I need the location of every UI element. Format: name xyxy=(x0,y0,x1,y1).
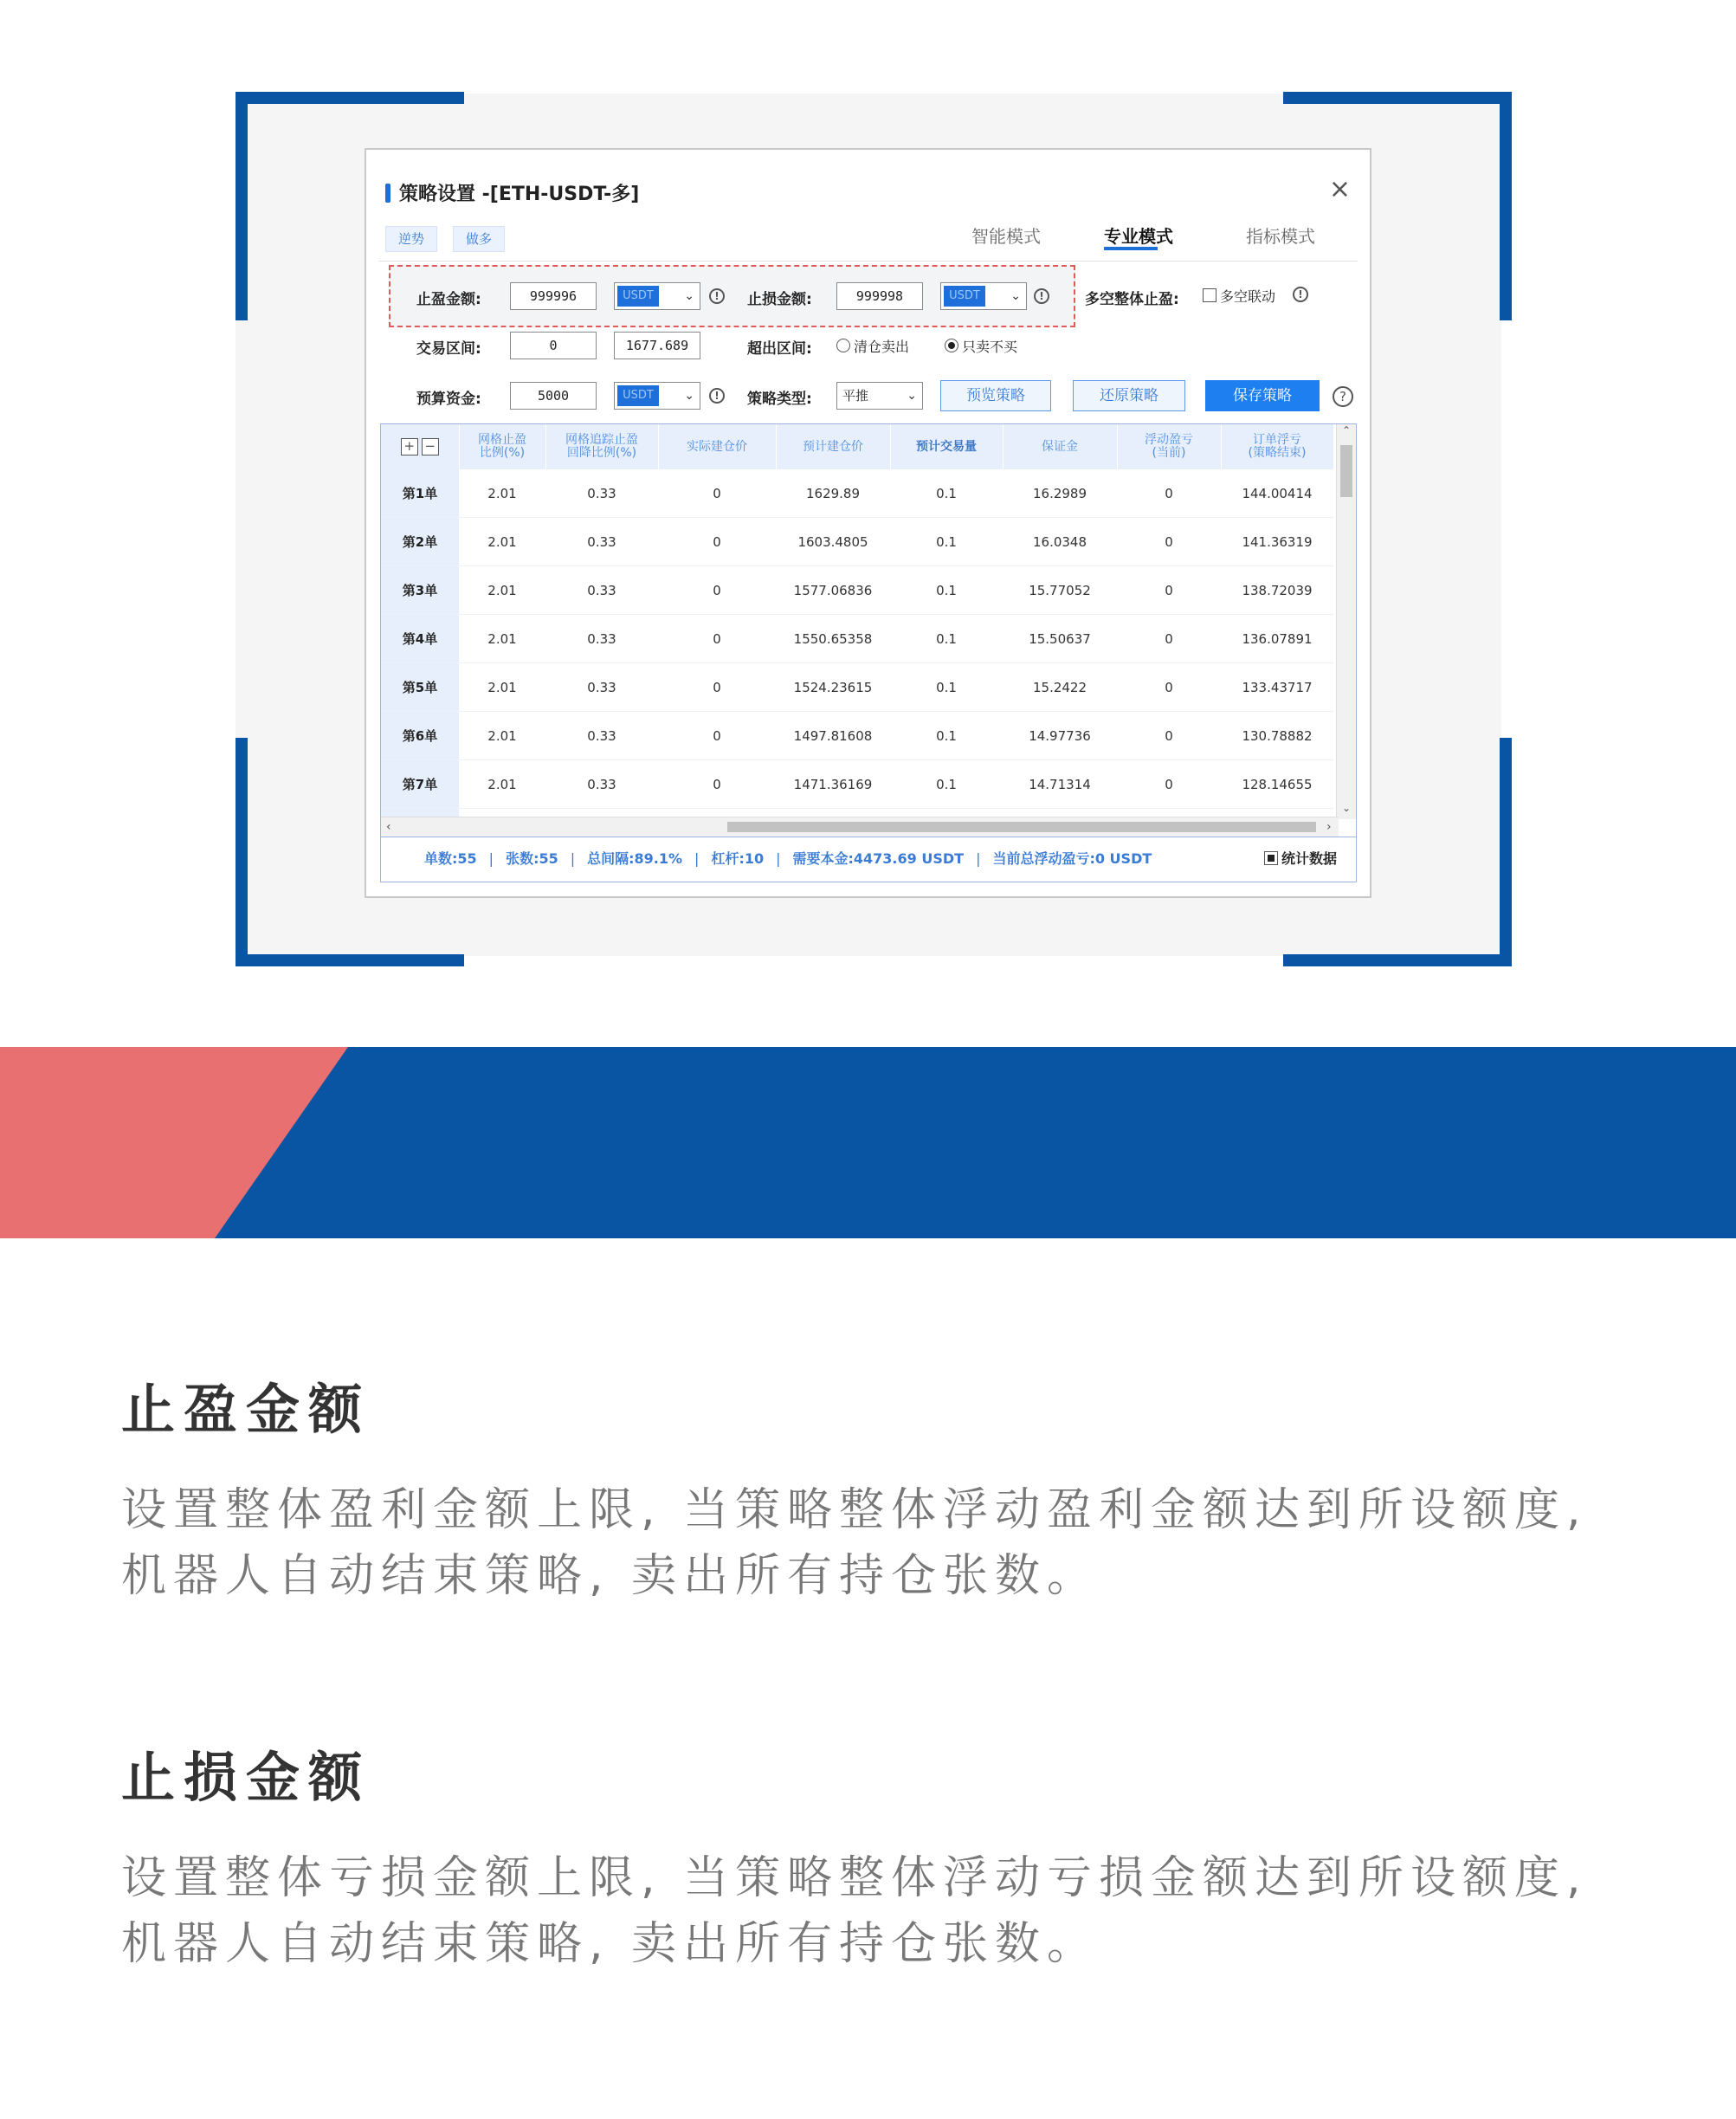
table-cell[interactable]: 0.1 xyxy=(890,712,1003,760)
table-cell[interactable]: 0 xyxy=(658,566,776,615)
statistics-item: 需要本金:4473.69 USDT xyxy=(792,850,965,867)
table-cell[interactable]: 0 xyxy=(658,663,776,712)
scroll-left-icon[interactable]: ‹ xyxy=(386,820,391,834)
take-profit-unit-select[interactable] xyxy=(614,282,700,310)
stop-loss-unit-select[interactable] xyxy=(940,282,1027,310)
table-cell[interactable]: 0.1 xyxy=(890,469,1003,518)
budget-unit-value: USDT xyxy=(617,385,659,406)
section-heading-take-profit: 止盈金额 xyxy=(121,1378,371,1441)
collapse-all-icon[interactable]: − xyxy=(422,438,439,455)
table-cell[interactable]: 0.33 xyxy=(545,615,658,663)
radio-sell-only-label: 只卖不买 xyxy=(962,339,1018,355)
tab-smart-mode[interactable]: 智能模式 xyxy=(971,226,1041,247)
column-header[interactable]: 网格追踪止盈 回降比例(%) xyxy=(545,424,658,469)
table-cell[interactable]: 0.33 xyxy=(545,663,658,712)
table-cell[interactable]: 0 xyxy=(1117,615,1221,663)
long-short-stop-label: 多空整体止盈: xyxy=(1085,291,1179,308)
long-short-link-checkbox[interactable] xyxy=(1203,288,1216,302)
dialog-title-text: 策略设置 -[ETH-USDT-多] xyxy=(399,184,640,205)
help-icon[interactable]: ? xyxy=(1333,386,1353,407)
table-cell[interactable]: 1629.89 xyxy=(776,469,890,518)
stop-loss-info-icon[interactable]: ! xyxy=(1034,288,1049,304)
chevron-down-icon: ⌄ xyxy=(1010,289,1021,303)
take-profit-label: 止盈金额: xyxy=(416,291,481,308)
table-cell[interactable]: 0.33 xyxy=(545,712,658,760)
scroll-right-icon[interactable]: › xyxy=(1326,820,1332,834)
out-range-label: 超出区间: xyxy=(747,340,812,358)
column-header[interactable]: 浮动盈亏 (当前) xyxy=(1117,424,1221,469)
stop-loss-input[interactable]: 999998 xyxy=(836,282,923,310)
table-cell[interactable]: 0 xyxy=(658,518,776,566)
statistics-separator: | xyxy=(570,850,576,867)
table-cell[interactable]: 0 xyxy=(658,712,776,760)
column-header[interactable]: 实际建仓价 xyxy=(658,424,776,469)
table-cell[interactable]: 14.71314 xyxy=(1003,760,1117,809)
budget-label: 预算资金: xyxy=(416,391,481,408)
strategy-type-label: 策略类型: xyxy=(747,391,812,408)
expand-collapse-header xyxy=(381,424,459,469)
radio-sell-only[interactable] xyxy=(945,339,958,352)
statistics-separator: | xyxy=(776,850,781,867)
take-profit-input[interactable]: 999996 xyxy=(510,282,597,310)
table-cell[interactable]: 14.97736 xyxy=(1003,712,1117,760)
table-cell[interactable]: 144.00414 xyxy=(1221,469,1333,518)
take-profit-unit-value: USDT xyxy=(617,286,659,307)
table-cell[interactable]: 1550.65358 xyxy=(776,615,890,663)
tab-direction-contrarian[interactable]: 逆势 xyxy=(385,226,437,252)
table-cell[interactable]: 0 xyxy=(1117,518,1221,566)
active-tab-underline xyxy=(1104,247,1158,250)
save-strategy-button[interactable]: 保存策略 xyxy=(1205,380,1320,411)
horizontal-scroll-thumb[interactable] xyxy=(727,822,1316,832)
table-cell[interactable]: 15.50637 xyxy=(1003,615,1117,663)
tab-direction-long[interactable]: 做多 xyxy=(453,226,505,252)
long-short-info-icon[interactable]: ! xyxy=(1293,287,1308,302)
table-cell[interactable]: 16.0348 xyxy=(1003,518,1117,566)
table-row[interactable] xyxy=(381,566,1333,615)
scroll-down-icon[interactable]: ⌄ xyxy=(1341,802,1352,814)
table-cell[interactable]: 133.43717 xyxy=(1221,663,1333,712)
table-row[interactable] xyxy=(381,663,1333,712)
section-heading-stop-loss: 止损金额 xyxy=(121,1746,371,1809)
column-header[interactable]: 订单浮亏 (策略结束) xyxy=(1221,424,1333,469)
table-row[interactable] xyxy=(381,712,1333,760)
section-body-stop-loss xyxy=(121,1845,1645,1977)
strategy-type-value: 平推 xyxy=(842,388,869,404)
column-header[interactable]: 网格止盈 比例(%) xyxy=(459,424,545,469)
table-cell[interactable]: 2.01 xyxy=(459,566,545,615)
restore-strategy-button[interactable]: 还原策略 xyxy=(1073,380,1185,411)
table-cell[interactable]: 141.36319 xyxy=(1221,518,1333,566)
table-cell[interactable]: 0.1 xyxy=(890,566,1003,615)
section-body-take-profit xyxy=(121,1477,1645,1609)
statistics-items xyxy=(424,837,1152,881)
statistics-item: 单数:55 xyxy=(424,850,477,867)
expand-all-icon[interactable]: + xyxy=(401,438,418,455)
header-divider xyxy=(378,261,1358,262)
chevron-down-icon: ⌄ xyxy=(907,389,917,403)
table-cell[interactable]: 0.1 xyxy=(890,760,1003,809)
table-cell[interactable]: 0.1 xyxy=(890,615,1003,663)
row-header-cell: 第2单 xyxy=(381,518,459,566)
stop-loss-label: 止损金额: xyxy=(747,291,812,308)
close-icon[interactable]: × xyxy=(1328,174,1351,204)
table-cell[interactable]: 0 xyxy=(658,760,776,809)
row-header-cell: 第5单 xyxy=(381,663,459,712)
table-cell[interactable]: 2.01 xyxy=(459,518,545,566)
statistics-item: 杠杆:10 xyxy=(711,850,765,867)
table-row[interactable] xyxy=(381,760,1333,809)
table-cell[interactable]: 2.01 xyxy=(459,469,545,518)
scroll-up-icon[interactable]: ⌃ xyxy=(1341,424,1352,436)
table-cell[interactable]: 0.33 xyxy=(545,518,658,566)
table-cell[interactable]: 0 xyxy=(1117,712,1221,760)
table-row[interactable] xyxy=(381,518,1333,566)
radio-clear-sell-label: 清仓卖出 xyxy=(854,339,910,355)
table-cell[interactable]: 15.2422 xyxy=(1003,663,1117,712)
radio-clear-sell[interactable] xyxy=(836,339,850,352)
statistics-item: 张数:55 xyxy=(506,850,558,867)
section-line: 设置整体盈利金额上限, 当策略整体浮动盈利金额达到所设额度, xyxy=(121,1484,1588,1536)
table-row[interactable] xyxy=(381,615,1333,663)
table-cell[interactable]: 128.14655 xyxy=(1221,760,1333,809)
table-cell[interactable]: 16.2989 xyxy=(1003,469,1117,518)
dialog-title xyxy=(385,179,639,206)
statistics-bar xyxy=(380,837,1357,882)
table-cell[interactable]: 15.77052 xyxy=(1003,566,1117,615)
take-profit-info-icon[interactable]: ! xyxy=(709,288,725,304)
vertical-scrollbar[interactable] xyxy=(1336,424,1356,819)
table-cell[interactable]: 0 xyxy=(1117,566,1221,615)
table-body xyxy=(381,469,1333,837)
section-line: 设置整体亏损金额上限, 当策略整体浮动亏损金额达到所设额度, xyxy=(121,1852,1588,1904)
horizontal-scrollbar[interactable] xyxy=(381,817,1339,837)
row-header-cell: 第7单 xyxy=(381,760,459,809)
order-table xyxy=(381,424,1334,837)
budget-input[interactable]: 5000 xyxy=(510,382,597,410)
long-short-link-label: 多空联动 xyxy=(1220,288,1276,305)
title-accent-bar xyxy=(385,184,390,203)
table-cell[interactable]: 2.01 xyxy=(459,615,545,663)
row-header-cell: 第3单 xyxy=(381,566,459,615)
chevron-down-icon: ⌄ xyxy=(684,389,694,403)
table-cell[interactable]: 1524.23615 xyxy=(776,663,890,712)
row-header-cell: 第1单 xyxy=(381,469,459,518)
table-cell[interactable]: 0.33 xyxy=(545,566,658,615)
table-cell[interactable]: 0 xyxy=(1117,469,1221,518)
statistics-item: 总间隔:89.1% xyxy=(587,850,683,867)
column-header[interactable]: 预计交易量 xyxy=(890,424,1003,469)
table-cell[interactable]: 0.1 xyxy=(890,663,1003,712)
statistics-toggle[interactable] xyxy=(1264,837,1337,881)
order-grid-table xyxy=(380,423,1357,837)
row-header-cell: 第6单 xyxy=(381,712,459,760)
row-header-cell: 第4单 xyxy=(381,615,459,663)
budget-info-icon[interactable]: ! xyxy=(709,388,725,404)
tab-indicator-mode[interactable]: 指标模式 xyxy=(1246,226,1315,247)
budget-unit-select[interactable] xyxy=(614,382,700,410)
table-cell[interactable]: 2.01 xyxy=(459,663,545,712)
column-header[interactable]: 预计建仓价 xyxy=(776,424,890,469)
table-cell[interactable]: 0.33 xyxy=(545,760,658,809)
table-cell[interactable]: 136.07891 xyxy=(1221,615,1333,663)
table-cell[interactable]: 0 xyxy=(658,615,776,663)
trade-range-min-input[interactable]: 0 xyxy=(510,332,597,359)
table-cell[interactable]: 0.33 xyxy=(545,469,658,518)
table-header-row xyxy=(381,424,1333,469)
table-cell[interactable]: 0 xyxy=(658,469,776,518)
table-cell[interactable]: 1577.06836 xyxy=(776,566,890,615)
statistics-item: 当前总浮动盈亏:0 USDT xyxy=(992,850,1152,867)
table-cell[interactable]: 0.1 xyxy=(890,518,1003,566)
statistics-separator: | xyxy=(488,850,494,867)
table-cell[interactable]: 1497.81608 xyxy=(776,712,890,760)
statistics-separator: | xyxy=(976,850,981,867)
table-cell[interactable]: 2.01 xyxy=(459,712,545,760)
section-line: 机器人自动结束策略, 卖出所有持仓张数。 xyxy=(121,1550,1100,1602)
statistics-toggle-label: 统计数据 xyxy=(1281,850,1337,867)
table-row[interactable] xyxy=(381,469,1333,518)
tab-pro-mode[interactable]: 专业模式 xyxy=(1104,226,1173,247)
table-cell[interactable]: 130.78882 xyxy=(1221,712,1333,760)
table-cell[interactable]: 2.01 xyxy=(459,760,545,809)
table-cell[interactable]: 0 xyxy=(1117,760,1221,809)
statistics-checkbox[interactable] xyxy=(1264,851,1278,865)
strategy-type-select[interactable] xyxy=(836,382,923,410)
trade-range-max-input[interactable]: 1677.689 xyxy=(614,332,700,359)
table-cell[interactable]: 1603.4805 xyxy=(776,518,890,566)
vertical-scroll-thumb[interactable] xyxy=(1340,445,1352,497)
statistics-separator: | xyxy=(694,850,700,867)
trade-range-label: 交易区间: xyxy=(416,340,481,358)
table-cell[interactable]: 1471.36169 xyxy=(776,760,890,809)
column-header[interactable]: 保证金 xyxy=(1003,424,1117,469)
chevron-down-icon: ⌄ xyxy=(684,289,694,303)
stop-loss-unit-value: USDT xyxy=(944,286,985,307)
strategy-settings-dialog xyxy=(365,148,1371,898)
table-cell[interactable]: 138.72039 xyxy=(1221,566,1333,615)
table-cell[interactable]: 0 xyxy=(1117,663,1221,712)
preview-strategy-button[interactable]: 预览策略 xyxy=(940,380,1051,411)
decorative-banner xyxy=(0,1047,1736,1238)
section-line: 机器人自动结束策略, 卖出所有持仓张数。 xyxy=(121,1918,1100,1970)
